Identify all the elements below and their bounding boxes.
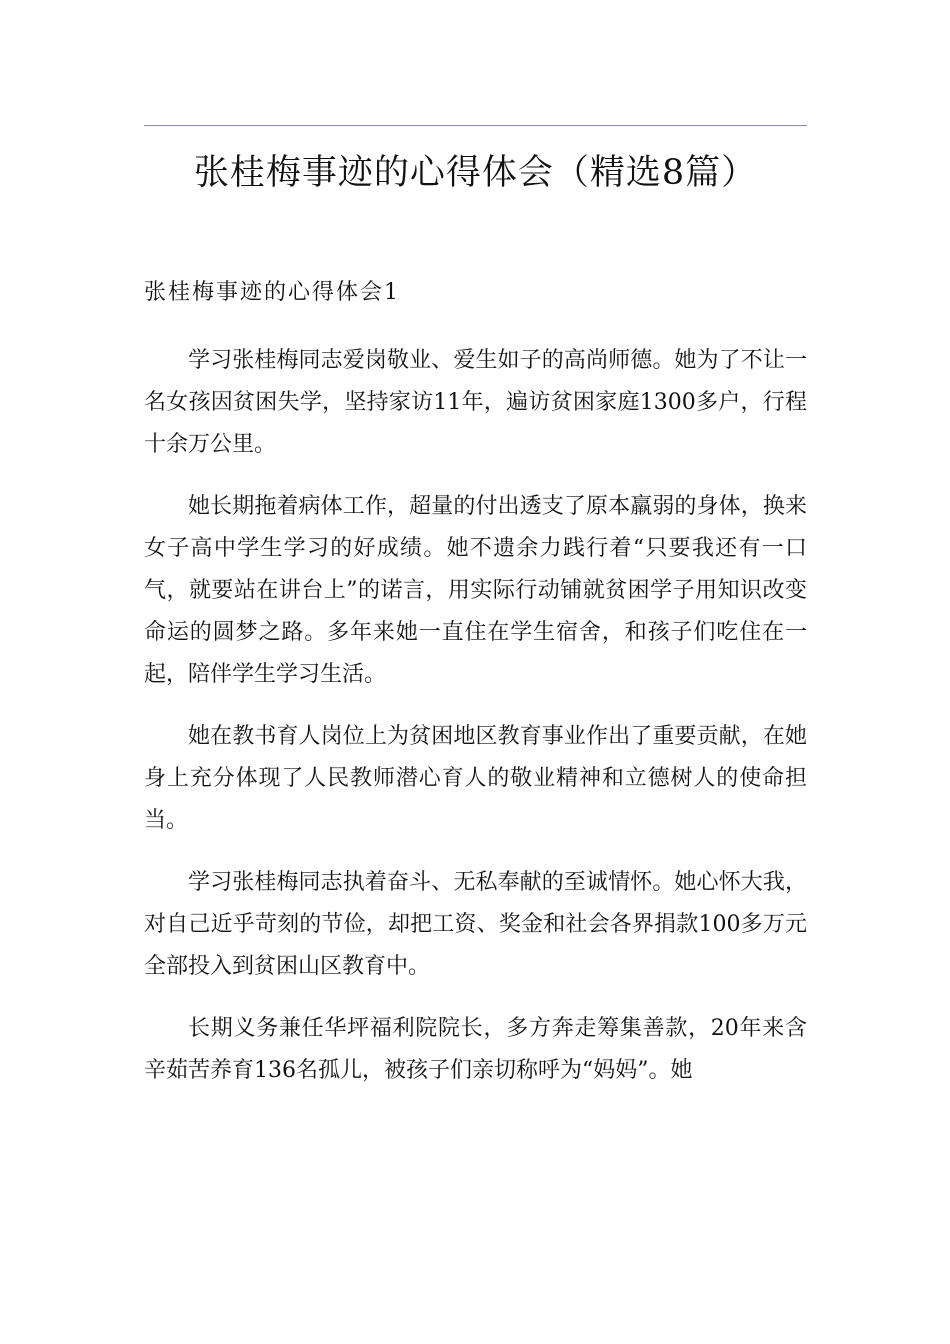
- paragraph: 学习张桂梅同志爱岗敬业、爱生如子的高尚师德。她为了不让一名女孩因贫困失学，坚持家访11年，遍访贫困家庭1300多户，行程十余万公里。: [144, 348, 807, 457]
- paragraph: 她长期拖着病体工作，超量的付出透支了原本羸弱的身体，换来女子高中学生学习的好成绩。她不遗余力践行着“只要我还有一口气，就要站在讲台上”的诺言，用实际行动铺就贫困学子用知识改变命运的圆梦之路。多年来她一直住在学生宿舍，和孩子们吃住在一起，陪伴学生学习生活。: [144, 494, 807, 687]
- paragraph: 长期义务兼任华坪福利院院长，多方奔走筹集善款，20年来含辛茹苦养育136名孤儿，被孩子们亲切称呼为“妈妈”。她: [144, 1016, 807, 1083]
- paragraph: 学习张桂梅同志执着奋斗、无私奉献的至诚情怀。她心怀大我，对自己近乎苛刻的节俭，却把工资、奖金和社会各界捐款100多万元全部投入到贫困山区教育中。: [144, 870, 807, 979]
- paragraph: 她在教书育人岗位上为贫困地区教育事业作出了重要贡献，在她身上充分体现了人民教师潜心育人的敬业精神和立德树人的使命担当。: [144, 724, 807, 833]
- header-rule: [144, 125, 807, 126]
- section-body: [144, 340, 807, 1112]
- section-heading: 张桂梅事迹的心得体会1: [144, 280, 400, 305]
- document-title: 张桂梅事迹的心得体会（精选8篇）: [193, 153, 758, 193]
